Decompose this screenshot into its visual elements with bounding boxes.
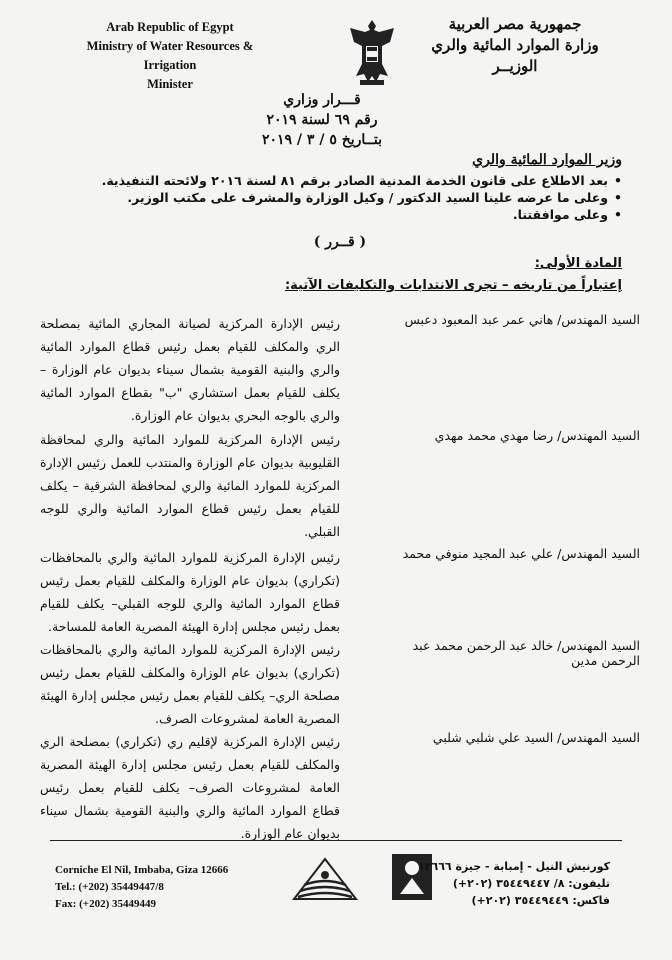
decision-number: رقم ٦٩ لسنة ٢٠١٩ — [266, 112, 378, 128]
decision-title: قـــرار وزاري — [283, 92, 361, 108]
assignee-role: رئيس الإدارة المركزية لصيانة المجاري المائية بمصلحة الري والمكلف للقيام بعمل رئيس قطاع الموارد المائية والري والبنية القومية بشمال سيناء بديوان عام الوزارة – يكلف للقيام بعمل استشاري "ب" بقطاع الموارد المائية والري بالوجه البحري بديوان عام الوزارة. — [40, 316, 340, 423]
header-en-line: Arab Republic of Egypt — [106, 20, 234, 34]
decided-label: ( قــرر ) — [313, 234, 367, 250]
assignee-role: رئيس الإدارة المركزية للموارد المائية والري بالمحافظات (تكراري) بديوان عام الوزارة والمكلف للقيام بعمل رئيس مصلحة الري– يكلف للقيام بعمل رئيس مجلس إدارة الهيئة المصرية العامة لمشروعات الصرف. — [40, 642, 340, 726]
preamble-item: • بعد الاطلاع على قانون الخدمة المدنية الصادر برقم ٨١ لسنة ٢٠١٦ ولائحته التنفيذية. — [62, 172, 622, 189]
header-en-line: Ministry of Water Resources & Irrigation — [86, 39, 254, 72]
header-arabic — [410, 14, 620, 77]
header-ar-line: وزارة الموارد المائية والري — [431, 36, 599, 54]
assignee-name: السيد المهندس/ علي عبد المجيد منوفي محمد — [402, 546, 640, 561]
minister-heading: وزير الموارد المائية والري — [472, 152, 622, 168]
footer-ar-line: كورنيش النيل - إمبابة - جيزة ١٢٦٦٦ — [418, 860, 610, 873]
eagle-emblem-icon — [346, 16, 398, 88]
footer-en-line: Tel.: (+202) 35449447/8 — [55, 881, 164, 893]
header-ar-line: جمهورية مصر العربية — [448, 15, 582, 33]
assignee-name: السيد المهندس/ هاني عمر عبد المعبود دعبس — [404, 312, 640, 327]
assignee-name: السيد المهندس/ خالد عبد الرحمن محمد عبد الرحمن مدين — [412, 638, 640, 668]
header-en-line: Minister — [147, 77, 193, 91]
article-intro: إعتباراً من تاريخه – تجرى الانتدابات والتكليفات الآتية: — [284, 278, 622, 293]
footer-en-line: Corniche El Nil, Imbaba, Giza 12666 — [55, 864, 229, 876]
footer-ar-line: فاكس: ٣٥٤٤٩٤٤٩ (٢٠٢+) — [471, 894, 610, 907]
footer-arabic — [418, 858, 610, 909]
header-ar-line: الوزيــر — [492, 57, 538, 75]
footer-english — [55, 862, 228, 913]
preamble-item: • وعلى موافقتنا. — [62, 206, 622, 223]
assignee-role: رئيس الإدارة المركزية للموارد المائية والري لمحافظة القليوبية بديوان عام الوزارة والمنتدب للعمل رئيس الإدارة المركزية للموارد المائية والري لمحافظة الشرقية – يكلف للقيام بعمل رئيس قطاع الموارد المائية والري للوجه القبلي. — [40, 432, 340, 539]
footer-divider — [50, 840, 622, 841]
assignee-name: السيد المهندس/ رضا مهدي محمد مهدي — [434, 428, 640, 443]
header-english — [60, 18, 280, 94]
assignee-name: السيد المهندس/ السيد علي شلبي شلبي — [432, 730, 640, 745]
preamble-item: • وعلى ما عرضه علينا السيد الدكتور / وكيل الوزارة والمشرف على مكتب الوزير. — [62, 189, 622, 206]
assignee-role: رئيس الإدارة المركزية لإقليم ري (تكراري) بمصلحة الري والمكلف للقيام بعمل رئيس مجلس إدارة الهيئة المصرية العامة لمشروعات الصرف– يكلف للقيام بعمل رئيس قطاع الموارد المائية والري والبنية القومية بشمال سيناء بديوان عام الوزارة. — [40, 734, 340, 841]
decision-date: بتــاريخ ٥ / ٣ / ٢٠١٩ — [261, 132, 383, 148]
decision-block — [222, 90, 422, 150]
article-title: المادة الأولى: — [534, 256, 622, 271]
preamble-list — [62, 172, 622, 223]
assignee-role: رئيس الإدارة المركزية للموارد المائية والري بالمحافظات (تكراري) بديوان عام الوزارة والمكلف للقيام بعمل رئيس قطاع الموارد المائية والري للوجه القبلي– يكلف للقيام بعمل رئيس مجلس إدارة الهيئة المصرية العامة للمساحة. — [40, 550, 340, 634]
footer-ar-line: تليفون: ٨/ ٣٥٤٤٩٤٤٧ (٢٠٢+) — [452, 877, 610, 890]
ministry-pyramid-logo-icon — [290, 855, 360, 905]
footer-en-line: Fax: (+202) 35449449 — [55, 898, 156, 910]
